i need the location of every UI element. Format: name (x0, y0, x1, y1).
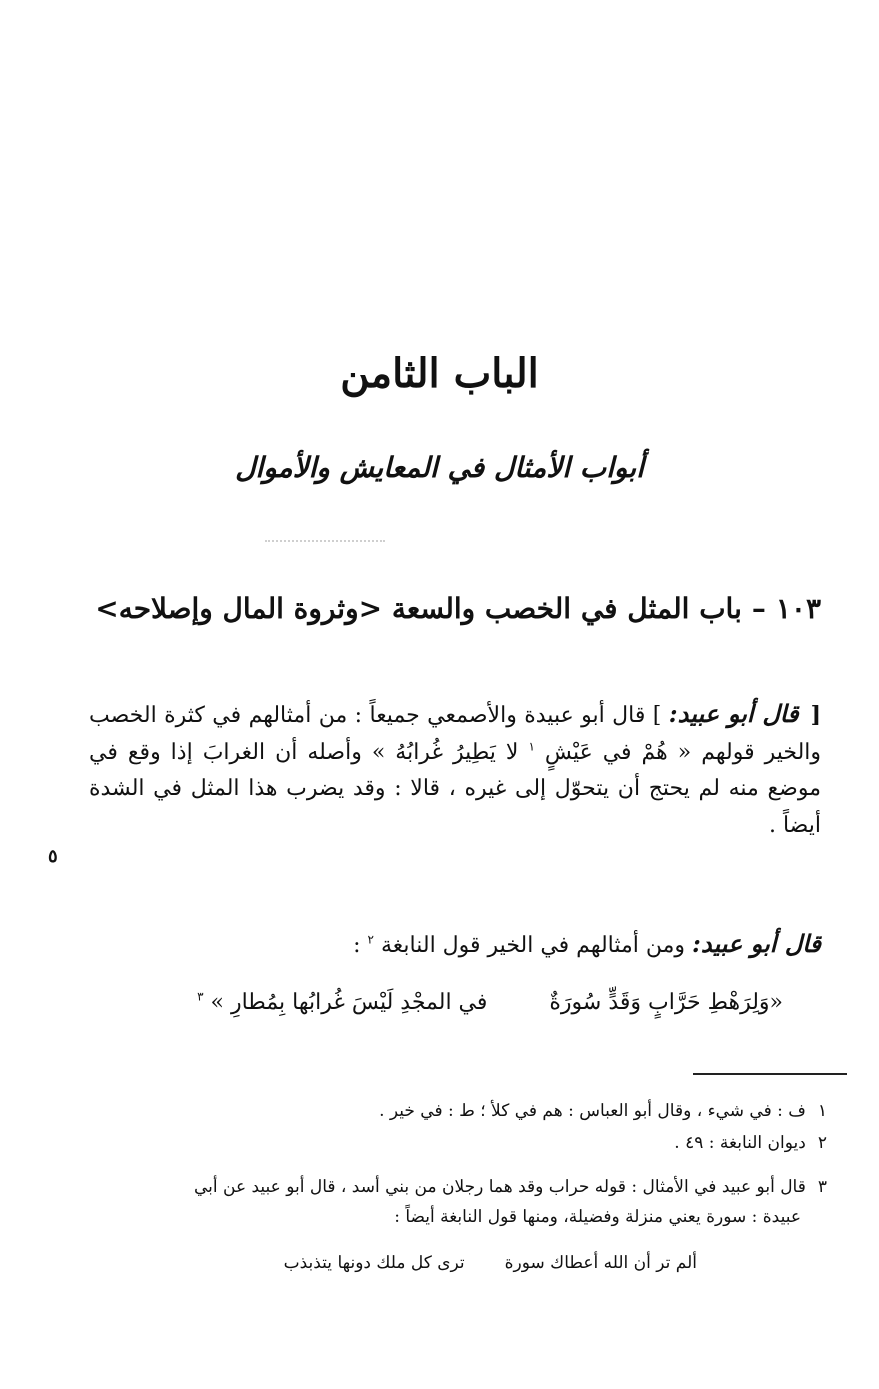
footnote-ref-3: ٣ (197, 989, 204, 1004)
paragraph-text: ومن أمثالهم في الخير قول النابغة (381, 933, 686, 958)
footnote-verse-hemistich-1: ألم تر أن الله أعطاك سورة (504, 1253, 697, 1273)
decorative-separator (265, 540, 385, 548)
footnote-2 (87, 1128, 827, 1158)
footnote-text: ف : في شيء ، وقال أبو العباس : هم في كلأ ؛ ط : في خير . (379, 1101, 806, 1121)
paragraph-colon: : (353, 933, 361, 958)
part-title: الباب الثامن (340, 350, 539, 397)
footnote-text-cont: عبيدة : سورة يعني منزلة وفضيلة، ومنها قول النابغة أيضاً : (394, 1207, 801, 1227)
paragraph-1 (89, 696, 821, 844)
section-dash: – (751, 592, 766, 625)
part-subtitle: أبواب الأمثال في المعايش والأموال (235, 451, 644, 484)
footnote-number: ٢ (817, 1133, 827, 1153)
speaker-label: قال أبو عبيد: (668, 699, 799, 728)
section-heading (41, 588, 821, 630)
footnote-number: ٣ (817, 1177, 827, 1197)
footnote-verse-hemistich-2: ترى كل ملك دونها يتذبذب (283, 1253, 465, 1273)
section-title: باب المثل في الخصب والسعة <وثروة المال وإصلاحه> (95, 592, 742, 625)
footnote-ref-2: ٢ (367, 932, 374, 947)
speaker-label: قال أبو عبيد: (692, 929, 821, 958)
footnote-text: ديوان النابغة : ٤٩ . (674, 1133, 806, 1153)
open-bracket: [ (810, 702, 821, 728)
footnote-1 (87, 1096, 827, 1126)
margin-line-number: ٥ (48, 846, 58, 867)
verse-hemistich-2: في المجْدِ لَيْسَ غُرابُها بِمُطارِ » (210, 990, 488, 1015)
poetry-verse (83, 984, 783, 1022)
footnote-divider (693, 1073, 847, 1075)
footnote-3 (87, 1172, 827, 1232)
footnote-ref-1: ١ (528, 739, 535, 754)
footnote-number: ١ (817, 1101, 827, 1121)
footnote-verse (97, 1248, 697, 1278)
paragraph-text-cont: لا يَطِيرُ غُرابُهُ » وأصله أن الغرابَ إذا وقع في موضع منه لم يحتج أن يتحوّل إلى غيره ، قالا : وقد يضرب هذا المثل في الشدة أيضاً . (89, 739, 821, 838)
paragraph-2 (89, 926, 821, 965)
verse-hemistich-1: «وَلِرَهْطِ حَرَّابٍ وَقَدٍّ سُورَةٌ (549, 990, 783, 1015)
footnote-text: قال أبو عبيد في الأمثال : قوله حراب وقد هما رجلان من بني أسد ، قال أبو عبيد عن أبي (193, 1177, 806, 1197)
section-number: ١٠٣ (775, 592, 821, 625)
paragraph-text: ] قال أبو عبيدة والأصمعي جميعاً : من أمثالهم في كثرة الخصب والخير قولهم « هُمْ في عَيْشٍ (89, 703, 822, 765)
